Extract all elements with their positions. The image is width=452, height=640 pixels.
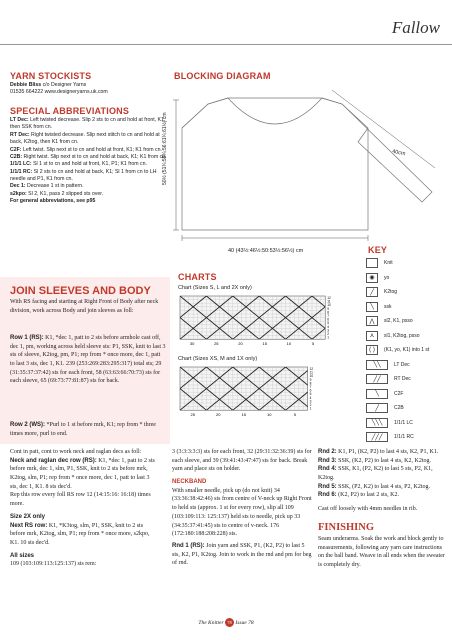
abbreviations-list (10, 117, 168, 206)
key-symbol-icon: ╱ (366, 403, 388, 413)
chart-y-tick-label: 8 (327, 310, 329, 315)
key-symbol-icon: ╱╱╱ (366, 432, 388, 442)
chart-y-tick-label: 3 (309, 399, 312, 404)
key-symbol-icon: ╲ (366, 389, 388, 399)
chart-2-grid (178, 365, 328, 429)
key-symbol-icon: ⋀ (366, 316, 378, 326)
chart-y-tick-label: 6 (309, 388, 312, 393)
column-2-text: 3 (3:3:3:3:3) sts for each front, 32 (29:31:32:36:39) sts for each sleeve, and 39 (39:41:43:47:47) sts for back. Break yarn and place sts on holder. NECKBAND With smaller needle, pick up (do not knit) 34 (33:36:38:42:46) sts from centre of V-neck up Right Front to held sts (approx. 1 st for every row), slip all 109 (103:109:113: 125:137) held sts to needle, pick up 33 (34:35:37:41:45) sts to centre of v-neck. 176 (172:180:188:208:228) sts. Rnd 1 (RS): Join yarn and SSK, P1, (K2, P2) to last 5 sts, K2, P1, K2tog. Join to work in the rnd and pm for beg of rnd. (172, 449, 312, 567)
chart-y-tick-label: 12 (309, 367, 314, 371)
chart-cable-stroke (178, 367, 180, 410)
key-symbol-icon: ╲╲╲ (366, 418, 388, 428)
chart-y-tick-label: 4 (309, 395, 312, 400)
key-item (366, 314, 450, 329)
abbreviation-item: s2kpo: Sl 2, K1, pass 2 slipped sts over. (10, 190, 104, 197)
neckband-heading: NECKBAND (172, 479, 207, 486)
abbreviation-item: LT Dec: Left twisted decrease. Slip 2 sts to cn and hold at front, K1, then SSK from cn. (10, 117, 166, 131)
stockists-heading: YARN STOCKISTS (10, 71, 92, 81)
chart-x-tick-label: 5 (293, 412, 296, 418)
chart-y-tick-label: 1 (309, 406, 312, 411)
key-symbol-icon: ( ) (366, 345, 378, 355)
page-badge: 78 (225, 618, 234, 627)
abbreviation-item: C2F: Left twist. Slip next st to cn and hold at front, K1; K1 from cn. (10, 146, 162, 153)
chart-cable-stroke (178, 296, 180, 339)
sweater-body-outline (182, 98, 368, 230)
chart-y-tick-label: 7 (327, 314, 329, 318)
key-item (366, 329, 450, 344)
join-row1: Row 1 (RS): K1, *dec 1, patt to 2 sts before armhole cast off, dec 1, pm, working across held sleeve sts: P1, SSK, knit to last 3 sts of sleeve, K2tog, pm, P1; rep from * once more, dec 1, patt to last 3 sts, dec 1, K1. 239 (253:269:283:295:317) total sts; 29 (31:35:37:37:42) sts for each front, 58 (63:63:66:70:73) sts for each sleeve, 65 (69:73:77:81:87) sts for back. (10, 335, 166, 385)
chart-y-tick-label: 9 (327, 306, 329, 311)
chart-y-tick-label: 5 (327, 321, 329, 326)
key-label: LT Dec (394, 361, 410, 368)
chart-y-tick-label: 5 (309, 392, 312, 397)
key-label: 1/1/1 LC (394, 419, 413, 426)
chart-y-tick-label: 11 (327, 299, 331, 304)
stockist-suffix: c/o Designer Yarns (41, 82, 87, 88)
key-label: (K1, yo, K1) into 1 st (384, 347, 430, 354)
chart-x-tick-label: 25 (214, 341, 219, 347)
column-3-text: Rnd 2: K1, P1, (K2, P2) to last 4 sts, K2, P1, K1. Rnd 3: SSK, (K2, P2) to last 4 sts, K2, K2tog. Rnd 4: SSK, K1, (P2, K2) to last 5 sts, P2, K1, K2tog. Rnd 5: SSK, (P2, K2) to last 4 sts, P2, K2tog. Rnd 6: (K2, P2) to last 2 sts, K2. Cast off loosely with 4mm needles in rib. FINISHING Seam underarms. Soak the work and block gently to measurements, following any yarn care instructions on the ball band. Weave in all ends when the sweater is completely dry. (318, 449, 445, 569)
abbreviation-item: Dec 1: Decrease 1 st in pattern. (10, 183, 84, 190)
chart-x-tick-label: 30 (189, 341, 195, 347)
key-item (366, 372, 450, 387)
width-label: 40 (43½:46½:50:53½:56½) cm (228, 248, 304, 254)
chart-y-tick-label: 11 (309, 370, 313, 375)
key-item (366, 300, 450, 315)
finishing-heading: FINISHING (318, 521, 375, 533)
blocking-diagram (170, 80, 442, 260)
chart-y-tick-label: 1 (327, 335, 329, 340)
key-item (366, 416, 450, 431)
chart-y-tick-label: 7 (309, 385, 312, 389)
column-1-text: Cont in patt, cont to work neck and raglan decs as foll: Neck and raglan dec row (RS): K1, *dec 1, patt to 2 sts before mrk, dec 1, slm, P1, SSK, knit to 2 sts before mrk, K2tog, slm, P1; rep from * once more, dec 1, patt to last 3 sts, dec 1, K1. 8 sts dec'd. Rep this row every foll RS row 12 (14:15:16: 16:18) times more. Size 2X only Next RS row: K1, *K3tog, slm, P1, SSK, knit to 2 sts before mrk, K2tog, slm, P1; rep from * once more, s2kpo, K1. 10 sts dec'd. All sizes 109 (103:109:113:125:137) sts rem: (10, 449, 155, 568)
abbreviation-item: C2B: Right twist. Slip next st to cn and hold at back, K1; K1 from cn. (10, 153, 167, 160)
join-heading: JOIN SLEEVES AND BODY (10, 285, 151, 297)
chart-x-tick-label: 25 (190, 412, 195, 418)
key-label: yo (384, 274, 390, 281)
page-footer: The Knitter 78 Issue 78 (198, 620, 254, 626)
chart-y-tick-label: 6 (327, 317, 329, 322)
diagram-heading: BLOCKING DIAGRAM (174, 71, 271, 81)
chart2-title: Chart (Sizes XS, M and 1X only) (178, 356, 258, 362)
chart-y-tick-label: 4 (327, 324, 329, 329)
key-label: RT Dec (394, 376, 411, 383)
stockist-name: Debbie Bliss (10, 82, 42, 88)
chart-x-tick-label: 20 (216, 412, 221, 418)
key-symbol-icon: ╲ (366, 302, 378, 312)
chart-y-tick-label: 10 (309, 374, 314, 379)
key-label: sl1, K2tog, psso (384, 332, 420, 339)
key-symbol-icon: ◉ (366, 273, 378, 283)
chart-y-tick-label: 12 (327, 296, 331, 300)
key-heading: KEY (368, 245, 388, 255)
chart1-title: Chart (Sizes S, L and 2X only) (178, 285, 252, 291)
chart-x-tick-label: 15 (262, 341, 267, 347)
chart-cable-stroke (178, 367, 180, 410)
key-item (366, 271, 450, 286)
charts-heading: CHARTS (178, 272, 217, 282)
join-row2: Row 2 (WS): *Purl to 1 st before mrk, K1; rep from * three times more, purl to end. (10, 422, 156, 437)
key-item (366, 343, 450, 358)
abbreviation-item: RT Dec: Right twisted decrease. Slip next stitch to cn and hold at back, K2tog, then K1 from cn. (10, 131, 160, 146)
key-label: sl2, K1, psso (384, 318, 413, 325)
key-label: C2B (394, 405, 404, 412)
chart-x-tick-label: 5 (311, 341, 315, 347)
key-item (366, 256, 450, 271)
height-label: 50½ (51¼:55¼:56:61¼:61½) cm (162, 112, 168, 185)
chart-x-tick-label: 20 (238, 341, 243, 347)
key-item (366, 285, 450, 300)
chart-y-tick-label: 2 (327, 332, 329, 336)
abbreviation-item: 1/1/1 RC: Sl 2 sts to cn and hold at back, K1; Sl 1 from cn to LH needle and P1, K1 from cn. (10, 168, 157, 182)
chart-cable-stroke (178, 296, 180, 339)
header-divider (0, 44, 452, 45)
abbreviations-footnote: For general abbreviations, see p95 (10, 198, 96, 205)
sleeve-length-label: 40cm (391, 148, 406, 158)
chart-y-tick-label: 3 (327, 328, 329, 333)
chart-y-tick-label: 8 (309, 381, 312, 386)
key-symbol-icon (366, 258, 378, 268)
key-label: K2tog (384, 289, 398, 296)
chart-x-tick-label: 10 (286, 341, 292, 347)
chart-1-grid (178, 294, 338, 354)
stockists-block (10, 82, 170, 97)
stockist-contact: 01535 664222 www.designeryarns.uk.com (10, 89, 108, 96)
key-symbol-icon: ╲╲ (366, 360, 388, 370)
abbreviations-heading: SPECIAL ABBREVIATIONS (10, 106, 130, 116)
chart-x-tick-label: 15 (241, 412, 247, 418)
chart-y-tick-label: 2 (309, 403, 312, 407)
key-list (366, 256, 450, 445)
key-label: 1/1/1 RC (394, 434, 414, 441)
chart-x-tick-label: 10 (267, 412, 272, 418)
join-intro: With RS facing and starting at Right Front of Body after neck division, work across Body and join sleeves as foll: (10, 299, 159, 314)
key-label: ssk (384, 303, 392, 310)
key-label: Knit (384, 260, 393, 267)
key-item (366, 358, 450, 373)
key-item (366, 401, 450, 416)
key-item (366, 387, 450, 402)
key-item (366, 430, 450, 445)
key-label: C2F (394, 390, 404, 397)
chart-y-tick-label: 9 (309, 377, 312, 382)
key-symbol-icon: ╱╱ (366, 374, 388, 384)
abbreviation-item: 1/1/1 LC: Sl 1 st to cn and hold at front, K1, P1; K1 from cn. (10, 161, 147, 168)
chart-y-tick-label: 10 (327, 303, 331, 308)
key-symbol-icon: ⋏ (366, 331, 378, 341)
key-symbol-icon: ╱ (366, 287, 378, 297)
pattern-title: Fallow (391, 18, 440, 37)
